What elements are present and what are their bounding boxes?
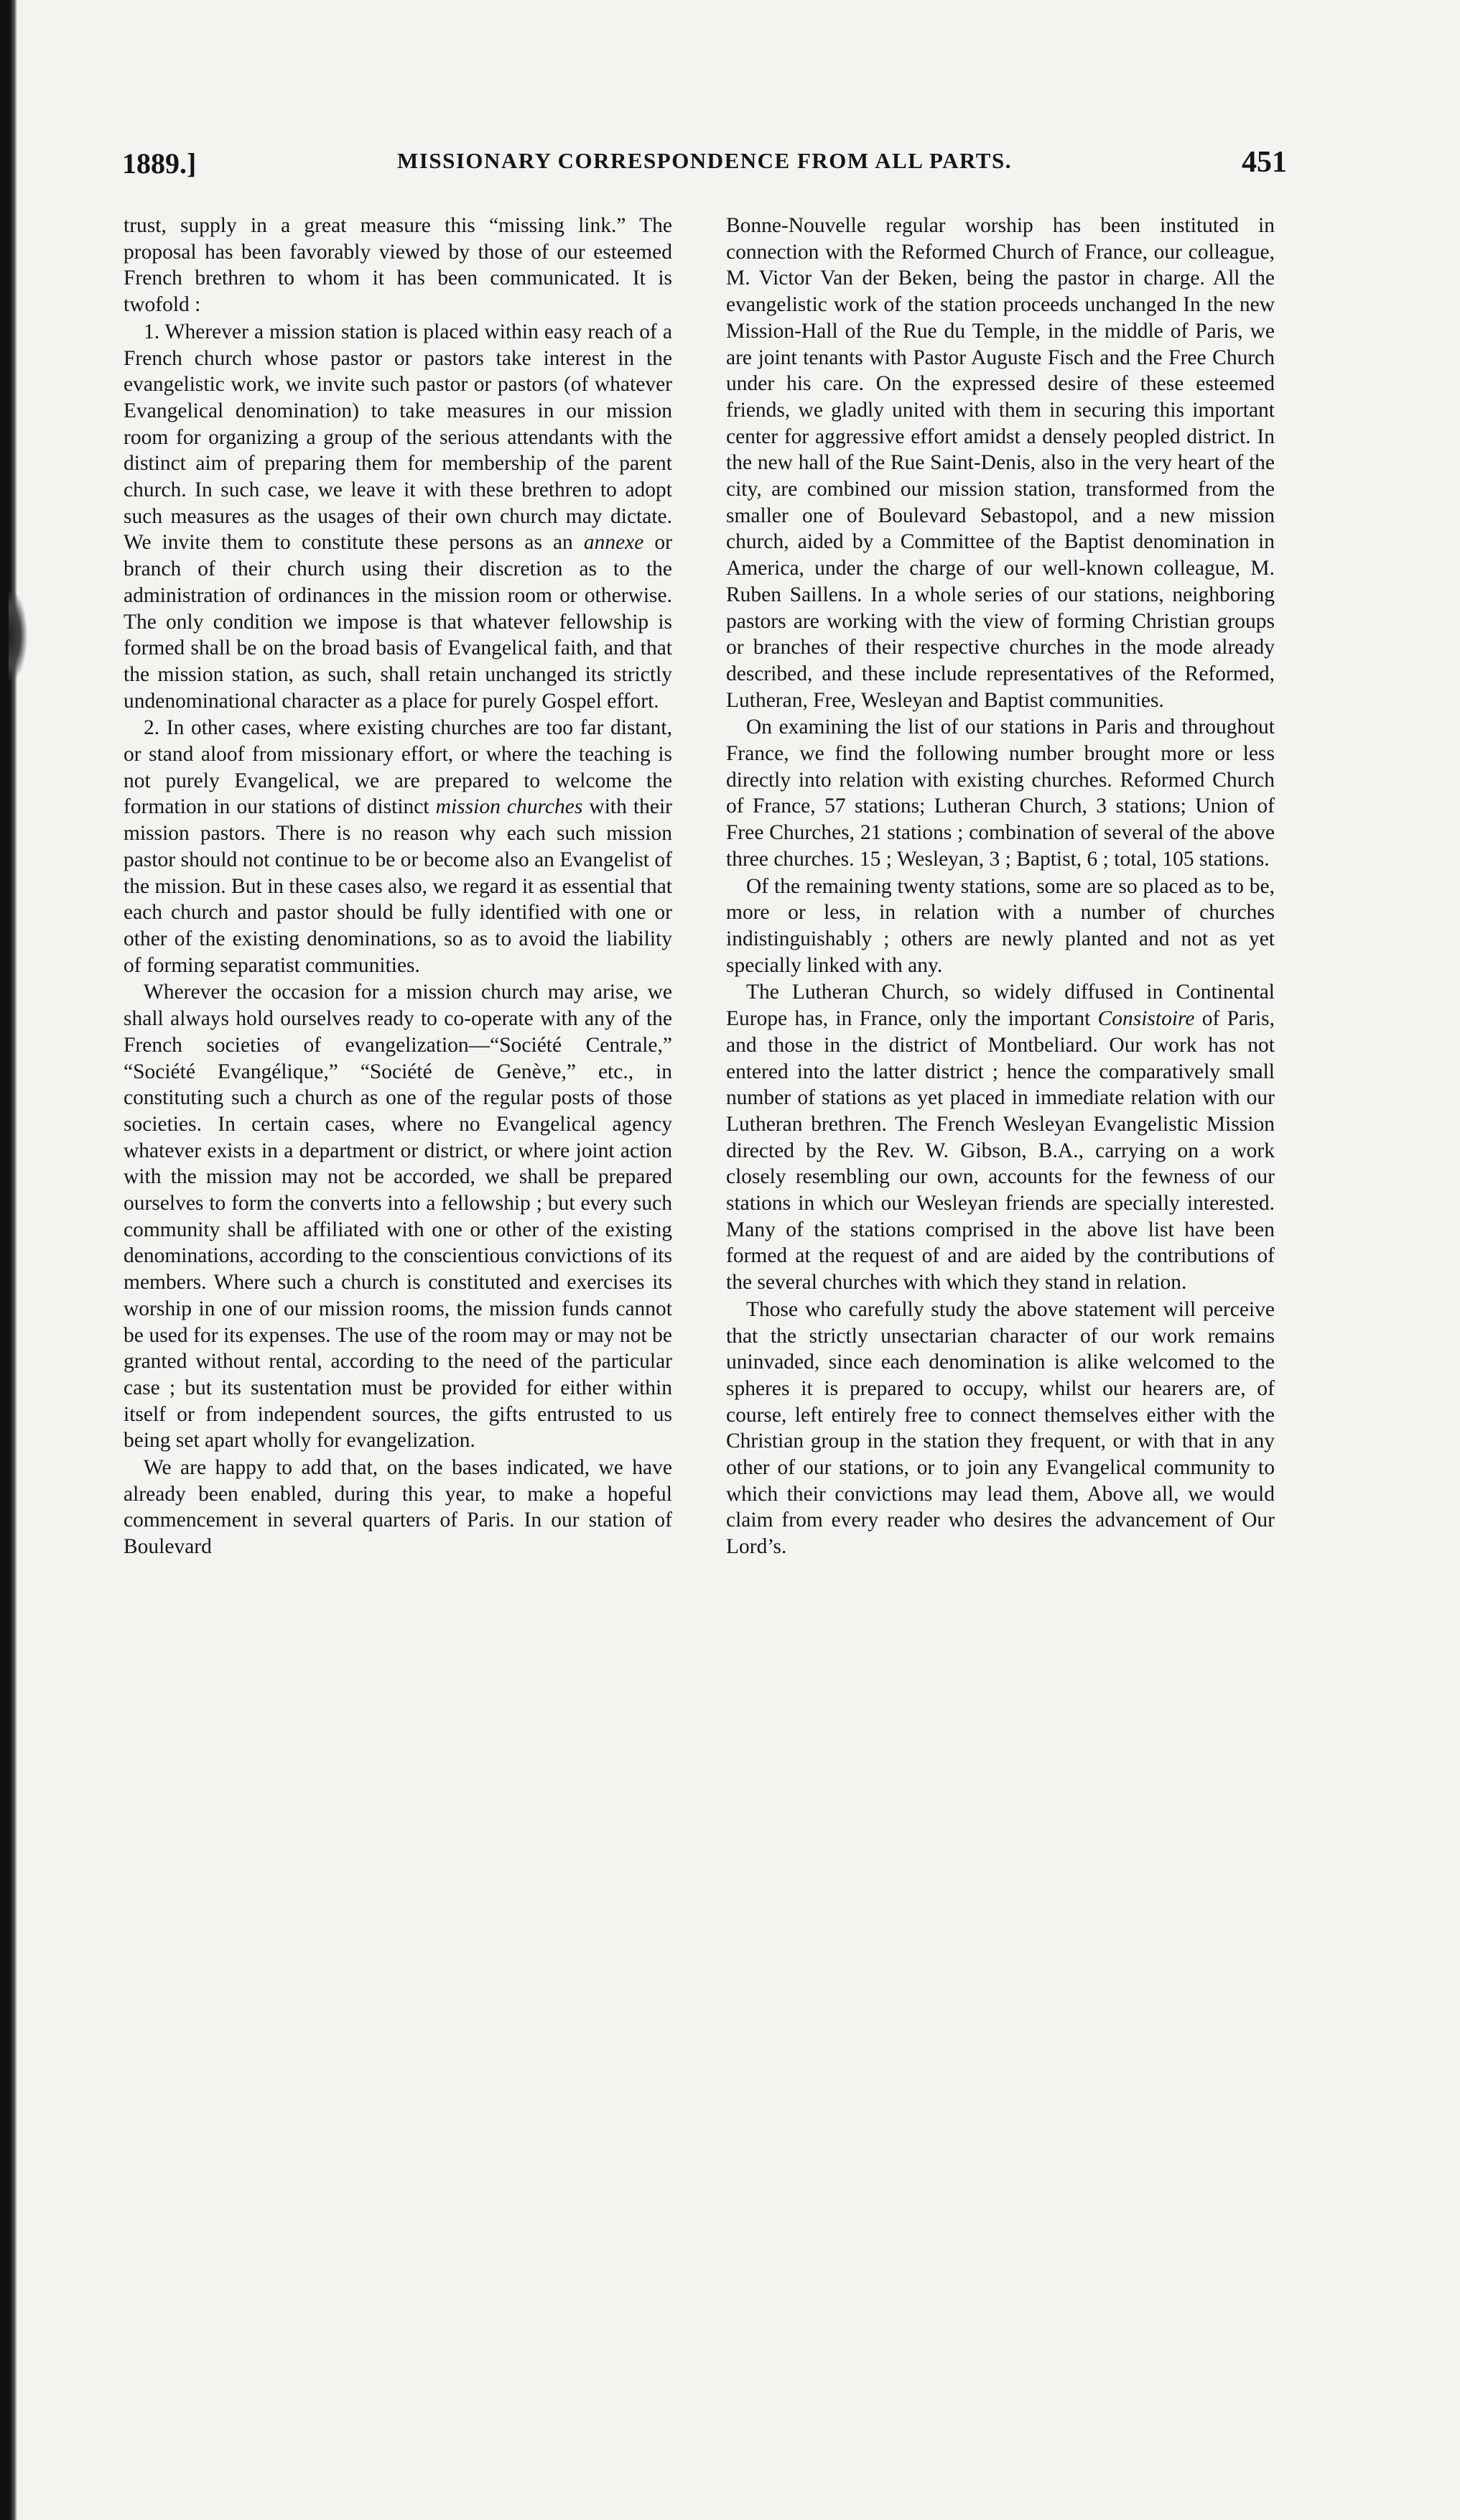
paragraph: On examining the list of our stations in Paris and throughout France, we find the following number brought more or less directly into relation with existing churches. Reformed Church of France, 57 stations; Lutheran Church, 3 stations; Union of Free Churches, 21 stations ; combination of several of the above three churches. 15 ; Wesleyan, 3 ; Baptist, 6 ; total, 105 stations. (726, 715, 1275, 871)
page-number: 451 (1242, 146, 1287, 179)
paragraph: trust, supply in a great measure this “missing link.” The proposal has been favorably viewed by those of our esteemed French brethren to whom it has been communicated. It is twofold : (124, 214, 672, 317)
paragraph: 2. In other cases, where existing churches are too far distant, or stand aloof from missionary effort, or where the teaching is not purely Evangelical, we are prepared to welcome the formation in our stations of distinct mission churches with their mission pastors. There is no reason why each such mission pastor should not continue to be or become also an Evangelist of the mission. But in these cases also, we regard it as essential that each church and pastor should be fully identified with one or other of the existing denominations, so as to avoid the liability of forming separatist communities. (124, 716, 672, 977)
running-head-year: 1889.] (122, 147, 197, 180)
right-column (726, 213, 1275, 1560)
paragraph: Of the remaining twenty stations, some are so placed as to be, more or less, in relation with a number of churches indistinguishably ; others are newly planted and not as yet specially linked with any. (726, 874, 1275, 977)
italic-term: annexe (583, 531, 644, 555)
paragraph: 1. Wherever a mission station is placed within easy reach of a French church whose pastor or pastors take interest in the evangelistic work, we invite such pastor or pastors (of whatever Evangelical denomination) to take measures in our mission room for organizing a group of the serious attendants with the distinct aim of preparing them for membership of the parent church. In such case, we leave it with these brethren to adopt such measures as the usages of their own church may dictate. We invite them to constitute these persons as an annexe or branch of their church using their discretion as to the administration of ordinances in the mission room or otherwise. The only condition we impose is that whatever fellowship is formed shall be on the broad basis of Evangelical faith, and that the mission station, as such, shall retain unchanged its strictly undenominational character as a place for purely Gospel effort. (124, 320, 672, 713)
scan-binding-edge (0, 0, 17, 2520)
paragraph: We are happy to add that, on the bases indicated, we have already been enabled, during this year, to make a hopeful commencement in several quarters of Paris. In our station of Boulevard (124, 1456, 672, 1559)
paragraph: Bonne-Nouvelle regular worship has been instituted in connection with the Reformed Church of France, our colleague, M. Victor Van der Beken, being the pastor in charge. All the evangelistic work of the station proceeds unchanged In the new Mission-Hall of the Rue du Temple, in the middle of Paris, we are joint tenants with Pastor Auguste Fisch and the Free Church under his care. On the expressed desire of these esteemed friends, we gladly united with them in securing this important center for aggressive effort amidst a densely peopled district. In the new hall of the Rue Saint-Denis, also in the very heart of the city, are combined our mission station, transformed from the smaller one of Boulevard Sebastopol, and a new mission church, aided by a Committee of the Baptist denomination in America, under the charge of our well-known colleague, M. Ruben Saillens. In a whole series of our stations, neighboring pastors are working with the view of forming Christian groups or branches of their respective churches in the mode already described, and these include representatives of the Reformed, Lutheran, Free, Wesleyan and Baptist communities. (726, 214, 1275, 712)
paragraph: Wherever the occasion for a mission church may arise, we shall always hold ourselves ready to co-operate with any of the French societies of evangelization—“Société Centrale,” “Société Evangélique,” “Société de Genève,” etc., in constituting such a church as one of the regular posts of those societies. In certain cases, where no Evangelical agency whatever exists in a department or district, or where joint action with the mission may not be accorded, we shall be prepared ourselves to form the converts into a fellowship ; but every such community shall be affiliated with one or other of the existing denominations, according to the conscientious convictions of its members. Where such a church is constituted and exercises its worship in one of our mission rooms, the mission funds cannot be used for its expenses. The use of the room may or may not be granted without rental, according to the need of the particular case ; but its sustentation must be provided for either within itself or from independent sources, the gifts entrusted to us being set apart wholly for evangelization. (124, 981, 672, 1453)
running-head (122, 141, 1287, 191)
paragraph: Those who carefully study the above statement will perceive that the strictly unsectarian character of our work remains uninvaded, since each denomination is alike welcomed to the spheres it is prepared to occupy, whilst our hearers are, of course, left entirely free to connect themselves either with the Christian group in the station they frequent, or with that in any other of our stations, or to join any Evangelical community to which their convictions may lead them, Above all, we would claim from every reader who desires the advancement of Our Lord’s. (726, 1297, 1275, 1559)
running-head-title: MISSIONARY CORRESPONDENCE FROM ALL PARTS. (397, 148, 1012, 173)
left-column (124, 213, 672, 1560)
scan-edge-notch (9, 589, 27, 682)
paragraph: The Lutheran Church, so widely diffused in Continental Europe has, in France, only the important Consistoire of Paris, and those in the district of Montbeliard. Our work has not entered into the latter district ; hence the comparatively small number of stations as yet placed in immediate relation with our Lutheran brethren. The French Wesleyan Evangelistic Mission directed by the Rev. W. Gibson, B.A., carrying on a work closely resembling our own, accounts for the fewness of our stations in which our Wesleyan friends are specially interested. Many of the stations comprised in the above list have been formed at the request of and are aided by the contributions of the several churches with which they stand in relation. (726, 981, 1275, 1294)
italic-term: Consistoire (1097, 1007, 1195, 1031)
italic-term: mission churches (435, 795, 583, 819)
